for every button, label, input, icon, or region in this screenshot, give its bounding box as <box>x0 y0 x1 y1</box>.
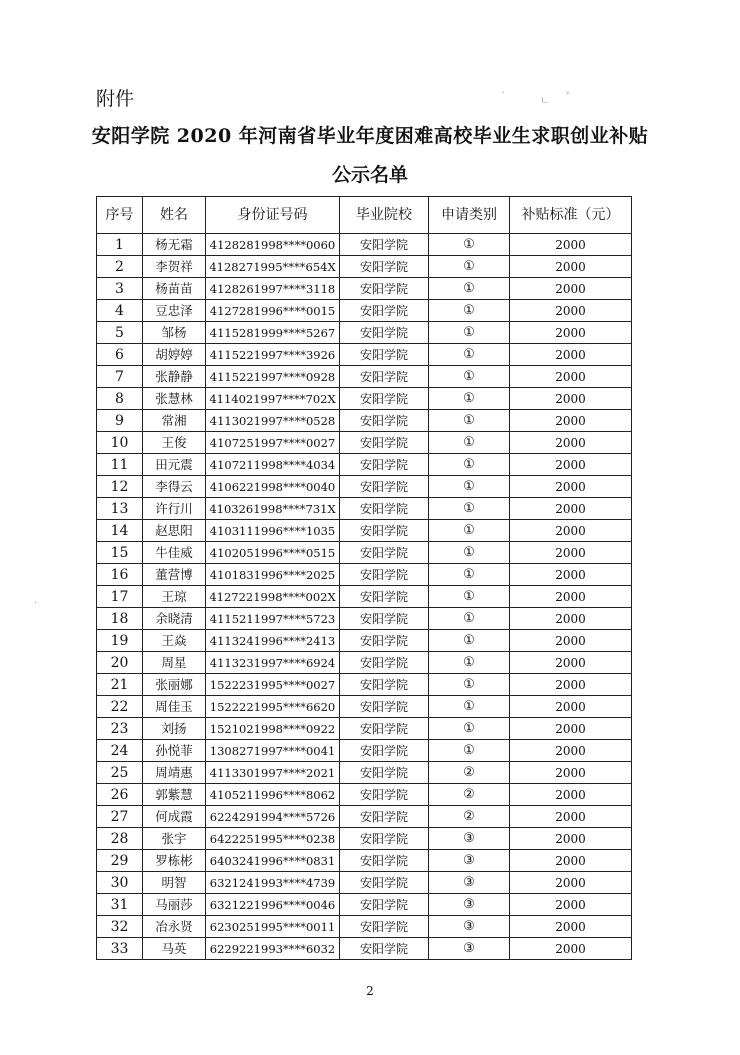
table-row <box>97 586 632 608</box>
column-header-seq: 序号 <box>97 197 143 234</box>
cell-seq: 4 <box>97 300 143 322</box>
cell-id-number: 4103111996****1035 <box>206 520 340 542</box>
cell-name: 马丽莎 <box>143 894 206 916</box>
cell-name: 明智 <box>143 872 206 894</box>
cell-category: ① <box>429 630 510 652</box>
table-row <box>97 300 632 322</box>
cell-category: ③ <box>429 828 510 850</box>
cell-school: 安阳学院 <box>340 586 429 608</box>
table-row <box>97 432 632 454</box>
cell-school: 安阳学院 <box>340 784 429 806</box>
cell-name: 马英 <box>143 938 206 960</box>
document-subtitle: 公示名单 <box>331 164 408 186</box>
cell-name: 杨苗苗 <box>143 278 206 300</box>
table-row <box>97 322 632 344</box>
column-header-id: 身份证号码 <box>206 197 340 234</box>
cell-school: 安阳学院 <box>340 696 429 718</box>
cell-seq: 32 <box>97 916 143 938</box>
cell-id-number: 4106221998****0040 <box>206 476 340 498</box>
cell-seq: 7 <box>97 366 143 388</box>
cell-school: 安阳学院 <box>340 366 429 388</box>
table-row <box>97 652 632 674</box>
table-row <box>97 806 632 828</box>
cell-name: 周靖惠 <box>143 762 206 784</box>
cell-id-number: 4115221997****3926 <box>206 344 340 366</box>
document-title: 安阳学院 2020 年河南省毕业年度困难高校毕业生求职创业补贴 <box>91 125 649 147</box>
table-row <box>97 696 632 718</box>
cell-amount: 2000 <box>510 696 632 718</box>
cell-name: 豆忠泽 <box>143 300 206 322</box>
cell-category: ③ <box>429 894 510 916</box>
cell-id-number: 4113021997****0528 <box>206 410 340 432</box>
cell-school: 安阳学院 <box>340 872 429 894</box>
cell-school: 安阳学院 <box>340 564 429 586</box>
cell-amount: 2000 <box>510 520 632 542</box>
cell-school: 安阳学院 <box>340 300 429 322</box>
cell-school: 安阳学院 <box>340 938 429 960</box>
cell-id-number: 4113301997****2021 <box>206 762 340 784</box>
cell-amount: 2000 <box>510 498 632 520</box>
cell-category: ① <box>429 344 510 366</box>
cell-seq: 5 <box>97 322 143 344</box>
cell-seq: 21 <box>97 674 143 696</box>
cell-school: 安阳学院 <box>340 674 429 696</box>
cell-seq: 27 <box>97 806 143 828</box>
cell-id-number: 4114021997****702X <box>206 388 340 410</box>
scan-speck: · <box>34 598 38 609</box>
cell-school: 安阳学院 <box>340 652 429 674</box>
table-row <box>97 520 632 542</box>
cell-amount: 2000 <box>510 784 632 806</box>
cell-seq: 15 <box>97 542 143 564</box>
table-row <box>97 916 632 938</box>
cell-id-number: 6230251995****0011 <box>206 916 340 938</box>
cell-school: 安阳学院 <box>340 344 429 366</box>
cell-seq: 22 <box>97 696 143 718</box>
cell-id-number: 1522231995****0027 <box>206 674 340 696</box>
cell-seq: 17 <box>97 586 143 608</box>
cell-school: 安阳学院 <box>340 454 429 476</box>
cell-name: 杨无霜 <box>143 234 206 256</box>
table-row <box>97 234 632 256</box>
cell-category: ① <box>429 300 510 322</box>
cell-name: 孙悦菲 <box>143 740 206 762</box>
cell-category: ③ <box>429 938 510 960</box>
cell-category: ③ <box>429 916 510 938</box>
cell-school: 安阳学院 <box>340 256 429 278</box>
cell-category: ① <box>429 740 510 762</box>
cell-seq: 13 <box>97 498 143 520</box>
table-row <box>97 608 632 630</box>
cell-amount: 2000 <box>510 916 632 938</box>
cell-category: ① <box>429 674 510 696</box>
cell-category: ① <box>429 234 510 256</box>
cell-amount: 2000 <box>510 432 632 454</box>
cell-school: 安阳学院 <box>340 476 429 498</box>
cell-amount: 2000 <box>510 608 632 630</box>
cell-id-number: 6321221996****0046 <box>206 894 340 916</box>
cell-id-number: 4128281998****0060 <box>206 234 340 256</box>
cell-seq: 10 <box>97 432 143 454</box>
cell-amount: 2000 <box>510 652 632 674</box>
cell-seq: 1 <box>97 234 143 256</box>
cell-school: 安阳学院 <box>340 828 429 850</box>
cell-name: 刘扬 <box>143 718 206 740</box>
column-header-school: 毕业院校 <box>340 197 429 234</box>
cell-name: 张丽娜 <box>143 674 206 696</box>
cell-seq: 28 <box>97 828 143 850</box>
table-header-row <box>97 197 632 234</box>
cell-school: 安阳学院 <box>340 388 429 410</box>
cell-name: 张静静 <box>143 366 206 388</box>
cell-seq: 31 <box>97 894 143 916</box>
cell-id-number: 4127221998****002X <box>206 586 340 608</box>
cell-amount: 2000 <box>510 674 632 696</box>
cell-category: ① <box>429 542 510 564</box>
cell-name: 董营博 <box>143 564 206 586</box>
cell-name: 牛佳威 <box>143 542 206 564</box>
cell-seq: 19 <box>97 630 143 652</box>
cell-seq: 25 <box>97 762 143 784</box>
cell-category: ③ <box>429 872 510 894</box>
cell-name: 李得云 <box>143 476 206 498</box>
cell-id-number: 4107251997****0027 <box>206 432 340 454</box>
table-row <box>97 278 632 300</box>
cell-category: ② <box>429 762 510 784</box>
cell-school: 安阳学院 <box>340 520 429 542</box>
cell-id-number: 1521021998****0922 <box>206 718 340 740</box>
subsidy-table <box>96 196 632 960</box>
column-header-category: 申请类别 <box>429 197 510 234</box>
table-row <box>97 344 632 366</box>
cell-amount: 2000 <box>510 322 632 344</box>
cell-id-number: 4113231997****6924 <box>206 652 340 674</box>
cell-category: ② <box>429 806 510 828</box>
cell-name: 田元震 <box>143 454 206 476</box>
column-header-amount: 补贴标准（元） <box>510 197 632 234</box>
cell-category: ① <box>429 586 510 608</box>
cell-amount: 2000 <box>510 740 632 762</box>
cell-seq: 29 <box>97 850 143 872</box>
cell-id-number: 1522221995****6620 <box>206 696 340 718</box>
cell-school: 安阳学院 <box>340 410 429 432</box>
cell-id-number: 6224291994****5726 <box>206 806 340 828</box>
cell-school: 安阳学院 <box>340 608 429 630</box>
cell-seq: 30 <box>97 872 143 894</box>
cell-amount: 2000 <box>510 344 632 366</box>
cell-seq: 9 <box>97 410 143 432</box>
cell-id-number: 4103261998****731X <box>206 498 340 520</box>
cell-amount: 2000 <box>510 762 632 784</box>
cell-name: 赵思阳 <box>143 520 206 542</box>
cell-school: 安阳学院 <box>340 322 429 344</box>
cell-school: 安阳学院 <box>340 234 429 256</box>
cell-category: ① <box>429 498 510 520</box>
cell-seq: 33 <box>97 938 143 960</box>
cell-id-number: 4128261997****3118 <box>206 278 340 300</box>
cell-amount: 2000 <box>510 718 632 740</box>
scan-speck: ˊ <box>500 92 505 103</box>
cell-seq: 16 <box>97 564 143 586</box>
cell-category: ① <box>429 652 510 674</box>
cell-school: 安阳学院 <box>340 894 429 916</box>
cell-amount: 2000 <box>510 476 632 498</box>
cell-name: 王俊 <box>143 432 206 454</box>
cell-category: ① <box>429 454 510 476</box>
table-row <box>97 498 632 520</box>
cell-seq: 14 <box>97 520 143 542</box>
cell-id-number: 6422251995****0238 <box>206 828 340 850</box>
page-number: 2 <box>366 984 374 998</box>
column-header-name: 姓名 <box>143 197 206 234</box>
cell-school: 安阳学院 <box>340 850 429 872</box>
table-row <box>97 872 632 894</box>
cell-amount: 2000 <box>510 454 632 476</box>
cell-category: ① <box>429 388 510 410</box>
cell-name: 周星 <box>143 652 206 674</box>
table-row <box>97 894 632 916</box>
table-row <box>97 366 632 388</box>
cell-seq: 23 <box>97 718 143 740</box>
table-row <box>97 564 632 586</box>
table-row <box>97 454 632 476</box>
cell-category: ② <box>429 784 510 806</box>
cell-school: 安阳学院 <box>340 762 429 784</box>
cell-category: ① <box>429 432 510 454</box>
table-row <box>97 718 632 740</box>
cell-id-number: 4107211998****4034 <box>206 454 340 476</box>
scan-speck: ᵛ <box>566 90 570 101</box>
cell-seq: 3 <box>97 278 143 300</box>
cell-school: 安阳学院 <box>340 278 429 300</box>
cell-name: 许行川 <box>143 498 206 520</box>
cell-seq: 11 <box>97 454 143 476</box>
cell-name: 余晓清 <box>143 608 206 630</box>
cell-name: 王琼 <box>143 586 206 608</box>
cell-name: 王焱 <box>143 630 206 652</box>
cell-school: 安阳学院 <box>340 542 429 564</box>
cell-school: 安阳学院 <box>340 806 429 828</box>
table-row <box>97 762 632 784</box>
cell-school: 安阳学院 <box>340 498 429 520</box>
cell-id-number: 4115211997****5723 <box>206 608 340 630</box>
cell-name: 张宇 <box>143 828 206 850</box>
cell-amount: 2000 <box>510 278 632 300</box>
cell-amount: 2000 <box>510 300 632 322</box>
cell-school: 安阳学院 <box>340 718 429 740</box>
cell-amount: 2000 <box>510 542 632 564</box>
cell-category: ① <box>429 366 510 388</box>
cell-amount: 2000 <box>510 256 632 278</box>
table-row <box>97 740 632 762</box>
cell-amount: 2000 <box>510 564 632 586</box>
cell-school: 安阳学院 <box>340 740 429 762</box>
cell-category: ① <box>429 696 510 718</box>
cell-category: ① <box>429 322 510 344</box>
cell-id-number: 4113241996****2413 <box>206 630 340 652</box>
cell-id-number: 4102051996****0515 <box>206 542 340 564</box>
cell-id-number: 6321241993****4739 <box>206 872 340 894</box>
cell-id-number: 4115221997****0928 <box>206 366 340 388</box>
cell-amount: 2000 <box>510 894 632 916</box>
cell-id-number: 6403241996****0831 <box>206 850 340 872</box>
cell-id-number: 4128271995****654X <box>206 256 340 278</box>
cell-id-number: 6229221993****6032 <box>206 938 340 960</box>
cell-category: ① <box>429 718 510 740</box>
cell-category: ① <box>429 476 510 498</box>
cell-category: ① <box>429 520 510 542</box>
table-row <box>97 828 632 850</box>
cell-category: ③ <box>429 850 510 872</box>
cell-id-number: 4115281999****5267 <box>206 322 340 344</box>
cell-name: 郭紫慧 <box>143 784 206 806</box>
cell-category: ① <box>429 278 510 300</box>
cell-category: ① <box>429 608 510 630</box>
cell-amount: 2000 <box>510 806 632 828</box>
table-row <box>97 938 632 960</box>
cell-amount: 2000 <box>510 410 632 432</box>
cell-amount: 2000 <box>510 850 632 872</box>
cell-id-number: 4105211996****8062 <box>206 784 340 806</box>
table-row <box>97 850 632 872</box>
cell-amount: 2000 <box>510 630 632 652</box>
cell-name: 张慧林 <box>143 388 206 410</box>
cell-category: ① <box>429 564 510 586</box>
cell-name: 胡婷婷 <box>143 344 206 366</box>
cell-amount: 2000 <box>510 828 632 850</box>
cell-seq: 12 <box>97 476 143 498</box>
cell-seq: 20 <box>97 652 143 674</box>
cell-seq: 2 <box>97 256 143 278</box>
cell-id-number: 1308271997****0041 <box>206 740 340 762</box>
cell-id-number: 4101831996****2025 <box>206 564 340 586</box>
cell-name: 何成霞 <box>143 806 206 828</box>
table-row <box>97 476 632 498</box>
cell-name: 李贺祥 <box>143 256 206 278</box>
cell-seq: 6 <box>97 344 143 366</box>
table-row <box>97 542 632 564</box>
cell-amount: 2000 <box>510 234 632 256</box>
cell-name: 邹杨 <box>143 322 206 344</box>
table-row <box>97 256 632 278</box>
cell-amount: 2000 <box>510 388 632 410</box>
cell-id-number: 4127281996****0015 <box>206 300 340 322</box>
table-row <box>97 784 632 806</box>
cell-name: 周佳玉 <box>143 696 206 718</box>
cell-seq: 18 <box>97 608 143 630</box>
cell-seq: 8 <box>97 388 143 410</box>
cell-category: ① <box>429 256 510 278</box>
cell-school: 安阳学院 <box>340 916 429 938</box>
cell-name: 罗栋彬 <box>143 850 206 872</box>
table-row <box>97 674 632 696</box>
cell-seq: 26 <box>97 784 143 806</box>
cell-school: 安阳学院 <box>340 432 429 454</box>
cell-amount: 2000 <box>510 938 632 960</box>
table-body <box>97 234 632 960</box>
table-row <box>97 410 632 432</box>
cell-amount: 2000 <box>510 872 632 894</box>
cell-seq: 24 <box>97 740 143 762</box>
cell-school: 安阳学院 <box>340 630 429 652</box>
cell-amount: 2000 <box>510 366 632 388</box>
cell-name: 冶永贤 <box>143 916 206 938</box>
cell-amount: 2000 <box>510 586 632 608</box>
table-row <box>97 630 632 652</box>
scan-speck: ㄴ <box>540 96 550 107</box>
cell-name: 常湘 <box>143 410 206 432</box>
attachment-label: 附件 <box>96 88 135 110</box>
table-row <box>97 388 632 410</box>
cell-category: ① <box>429 410 510 432</box>
